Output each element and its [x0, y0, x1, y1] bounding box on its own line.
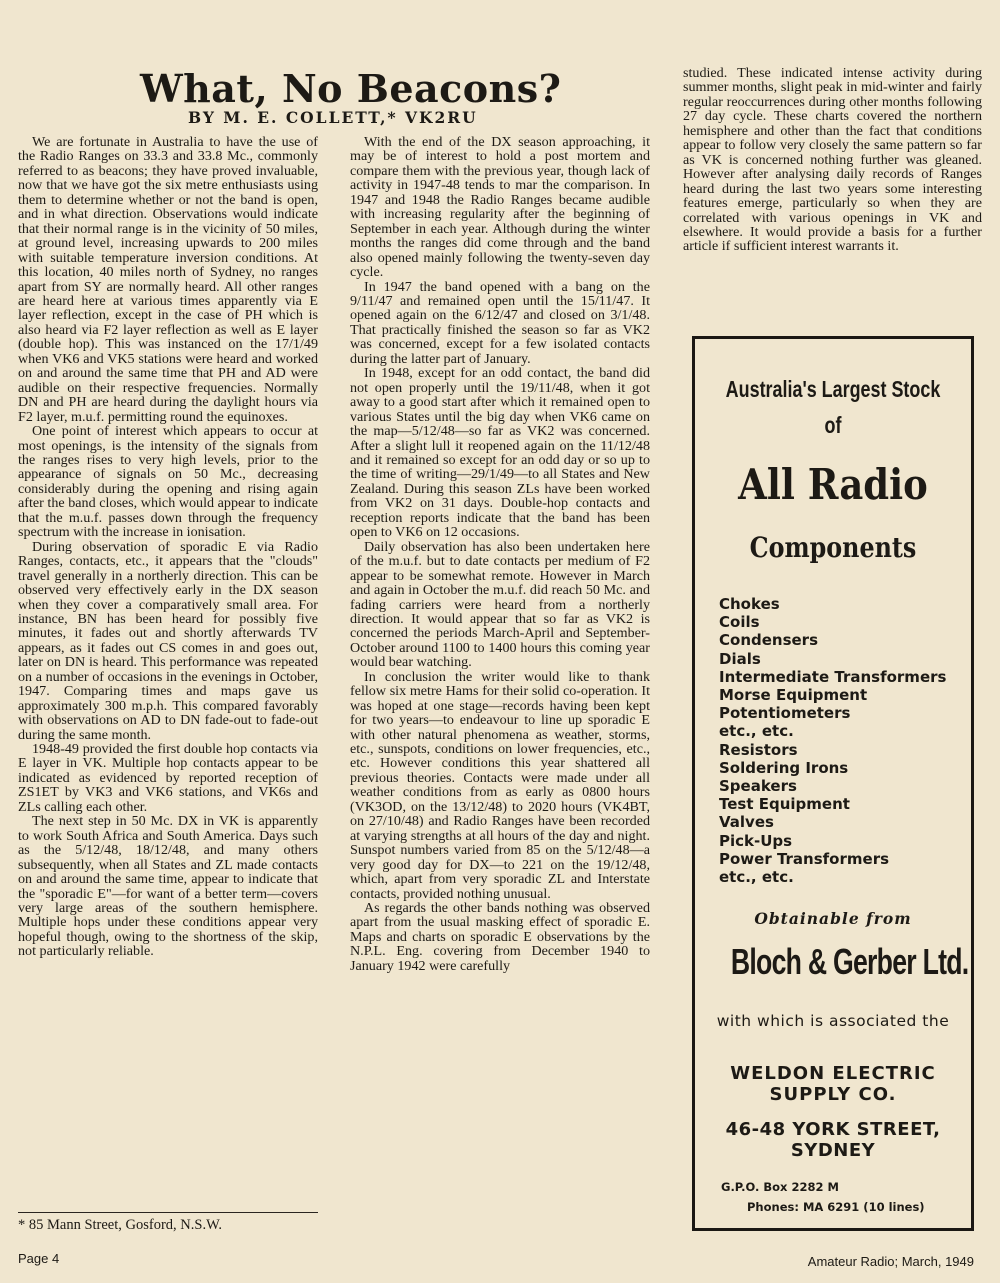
journal-issue: Amateur Radio; March, 1949 — [807, 1254, 974, 1269]
ad-phones: Phones: MA 6291 (10 lines) — [747, 1200, 925, 1214]
ad-product-item: etc., etc. — [719, 868, 794, 887]
ad-product-item: Morse Equipment — [719, 686, 868, 705]
paragraph: During observation of sporadic E via Radio Ranges, contacts, etc., it appears that the "clouds" travel generally in a northerly direction. This can be observed very effectively early in the DX season when they cover a comparatively small area. For instance, BN has been heard for possibly five minutes, it fades out and shortly afterwards TV appears, as it fades out CS comes in and goes out, later on DN is heard. This performance was repeated on a number of occasions in the evenings in October, 1947. Comparing times and maps gave us approximately 300 m.p.h. This compared favorably with observations on AD to DN fade-out to fade-out during the same month. — [18, 538, 318, 743]
paragraph: We are fortunate in Australia to have the use of the Radio Ranges on 33.3 and 33.8 Mc., commonly referred to as beacons; they have proved invaluable, now that we have got the six metre enthusiasts using them to determine whether or not the band is open, and in what direction. Observations would indicate that their normal range is in the vicinity of 50 miles, at ground level, increasing upwards to 200 miles with suitable temperature inversion conditions. At this location, 40 miles north of Sydney, no ranges apart from SY are normally heard. All other ranges are heard here at various times apparently via E layer reflection, except in the case of PH which is also heard via F2 layer reflection as well as E layer (double hop). This was instanced on the 17/1/49 when VK6 and VK5 stations were heard and worked on and around the same time that PH and AD were audible on their respective frequencies. Normally DN and PH are heard during the daylight hours via F2 layer, m.u.f. permitting round the equinoxes. — [18, 134, 318, 425]
article-byline: BY M. E. COLLETT,* VK2RU — [188, 108, 478, 127]
ad-product-item: Dials — [719, 649, 761, 668]
article-title: What, No Beacons? — [140, 66, 562, 111]
author-footnote: * 85 Mann Street, Gosford, N.S.W. — [18, 1217, 223, 1233]
ad-components: Components — [749, 531, 917, 564]
advertisement-box — [692, 336, 974, 1231]
paragraph: One point of interest which appears to occur at most openings, is the intensity of the signals from the ranges rises to very high levels, prior to the appearance of signals on 50 Mc., decreasing considerably during the opening and rising again after the band closes, which would appear to indicate that the m.u.f. passes down through the frequency spectrum with the increase in ionisation. — [18, 423, 318, 541]
ad-product-item: Condensers — [719, 631, 819, 650]
paragraph: As regards the other bands nothing was observed apart from the usual masking effect of sporadic E. Maps and charts on sporadic E observations by the N.P.L. Eng. covering from December 1940 to January 1942 were carefully — [350, 900, 650, 974]
paragraph: In conclusion the writer would like to thank fellow six metre Hams for their solid co-operation. It was hoped at one stage—records having been kept for two years—to endeavour to line up sporadic E with other natural phenomena as weather, storms, etc., sunspots, conditions on lower frequencies, etc., etc. However conditions this year shattered all previous theories. Contacts were made under all weather conditions from as early as 0800 hours (VK3OD, on the 13/12/48) to 2020 hours (VK4BT, on 27/10/48) and Radio Ranges have been recorded at varying strengths at all hours of the day and night. Sunspot numbers varied from 85 on the 5/12/48—a very good day for DX—to 221 on the 19/12/48, which, apart from very sporadic ZL and Interstate contacts, provided nothing unusual. — [350, 668, 650, 902]
ad-product-item: Power Transformers — [719, 849, 890, 868]
ad-product-item: Potentiometers — [719, 704, 851, 723]
ad-product-item: etc., etc. — [719, 722, 794, 741]
paragraph: studied. These indicated intense activity during summer months, slight peak in mid-winter and fairly regular reoccurrences during other months following 27 day cycle. These charts covered the northern hemisphere and other than the fact that conditions appear to follow very closely the same pattern so far as VK is concerned nothing further was gleaned. However after analysing daily records of Ranges heard during the last two years some interesting features emerge, particularly so when they are correlated with various openings in VK and elsewhere. It would provide a basis for a further article if sufficient interest warrants it. — [683, 65, 982, 255]
paragraph: Daily observation has also been undertaken here of the m.u.f. but to date contacts per medium of F2 appear to be somewhat remote. However in March and again in October the m.u.f. did reach 50 Mc. and fading carriers were heard from a northerly direction. It would appear that so far as VK2 is concerned the periods March-April and September-October around 1100 to 1400 hours this coming year would bear watching. — [350, 538, 650, 671]
ad-all-radio: All Radio — [738, 460, 928, 509]
ad-product-item: Speakers — [719, 777, 797, 796]
ad-product-list — [719, 595, 946, 886]
ad-product-item: Coils — [719, 613, 760, 632]
ad-product-item: Chokes — [719, 595, 780, 613]
ad-product-item: Test Equipment — [719, 795, 850, 814]
ad-weldon-company: WELDON ELECTRIC SUPPLY CO. — [730, 1063, 936, 1105]
ad-product-item: Valves — [719, 813, 774, 832]
paragraph: The next step in 50 Mc. DX in VK is apparently to work South Africa and South America. Days such as the 5/12/48, 18/12/48, and many others subsequently, when all States and ZL made contacts on and around the same time, appear to indicate that the "sporadic E"—for want of a better term—covers very large areas of the southern hemisphere. Multiple hops under these conditions appear very hopeful though, owing to the shortness of the skip, not particularly reliable. — [18, 813, 318, 960]
ad-headline-line-1: Australia's Largest Stock — [725, 376, 941, 402]
article-column-3 — [683, 66, 982, 254]
paragraph: 1948-49 provided the first double hop contacts via E layer in VK. Multiple hop contacts appear to be indicated as evidenced by reported reception of ZS1ET by VK3 and VK6 stations, and VK6s and ZLs calling each other. — [18, 741, 318, 815]
ad-headline — [725, 371, 940, 443]
article-column-2 — [350, 135, 650, 973]
ad-headline-line-2: of — [824, 412, 842, 438]
paragraph: With the end of the DX season approaching, it may be of interest to hold a post mortem and compare them with the previous year, though lack of activity in 1947-48 tends to mar the comparison. In 1947 and 1948 the Radio Ranges became audible with increasing regularity after the beginning of September in each year. Although during the winter months the ranges did come through and the band also opened mainly following the twenty-seven day cycle. — [350, 134, 650, 281]
ad-obtainable-from: Obtainable from — [754, 909, 912, 928]
ad-associated-text: with which is associated the — [716, 1012, 950, 1030]
article-column-1 — [18, 135, 318, 959]
footnote-divider — [18, 1212, 318, 1213]
ad-po-box: G.P.O. Box 2282 M — [721, 1180, 839, 1194]
paragraph: In 1948, except for an odd contact, the band did not open properly until the 19/11/48, when it got away to a good start after which it remained open to various States until the big day when VK6 came on the map—5/12/48—so far as VK2 was concerned. After a slight lull it reopened again on the 11/12/48 and it remained so except for an odd day or so up to the time of writing—29/1/49—to all States and New Zealand. During this season ZLs have been worked from VK2 on 31 days. Double-hop contacts and reception reports indicate that the band has been open to VK6 on 12 occasions. — [350, 365, 650, 541]
ad-product-item: Intermediate Transformers — [719, 667, 947, 686]
ad-contact — [721, 1177, 925, 1217]
page-number: Page 4 — [18, 1251, 60, 1266]
ad-product-item: Resistors — [719, 740, 798, 759]
ad-address: 46-48 YORK STREET, SYDNEY — [725, 1119, 941, 1161]
paragraph: In 1947 the band opened with a bang on the 9/11/47 and remained open until the 15/11/47. It opened again on the 6/12/47 and closed on 3/1/48. That practically finished the season so far as VK2 was concerned, except for a few isolated contacts during the latter part of January. — [350, 278, 650, 367]
ad-firm-name: Bloch & Gerber Ltd. — [730, 941, 969, 982]
ad-product-item: Pick-Ups — [719, 831, 793, 850]
ad-product-item: Soldering Irons — [719, 758, 849, 777]
